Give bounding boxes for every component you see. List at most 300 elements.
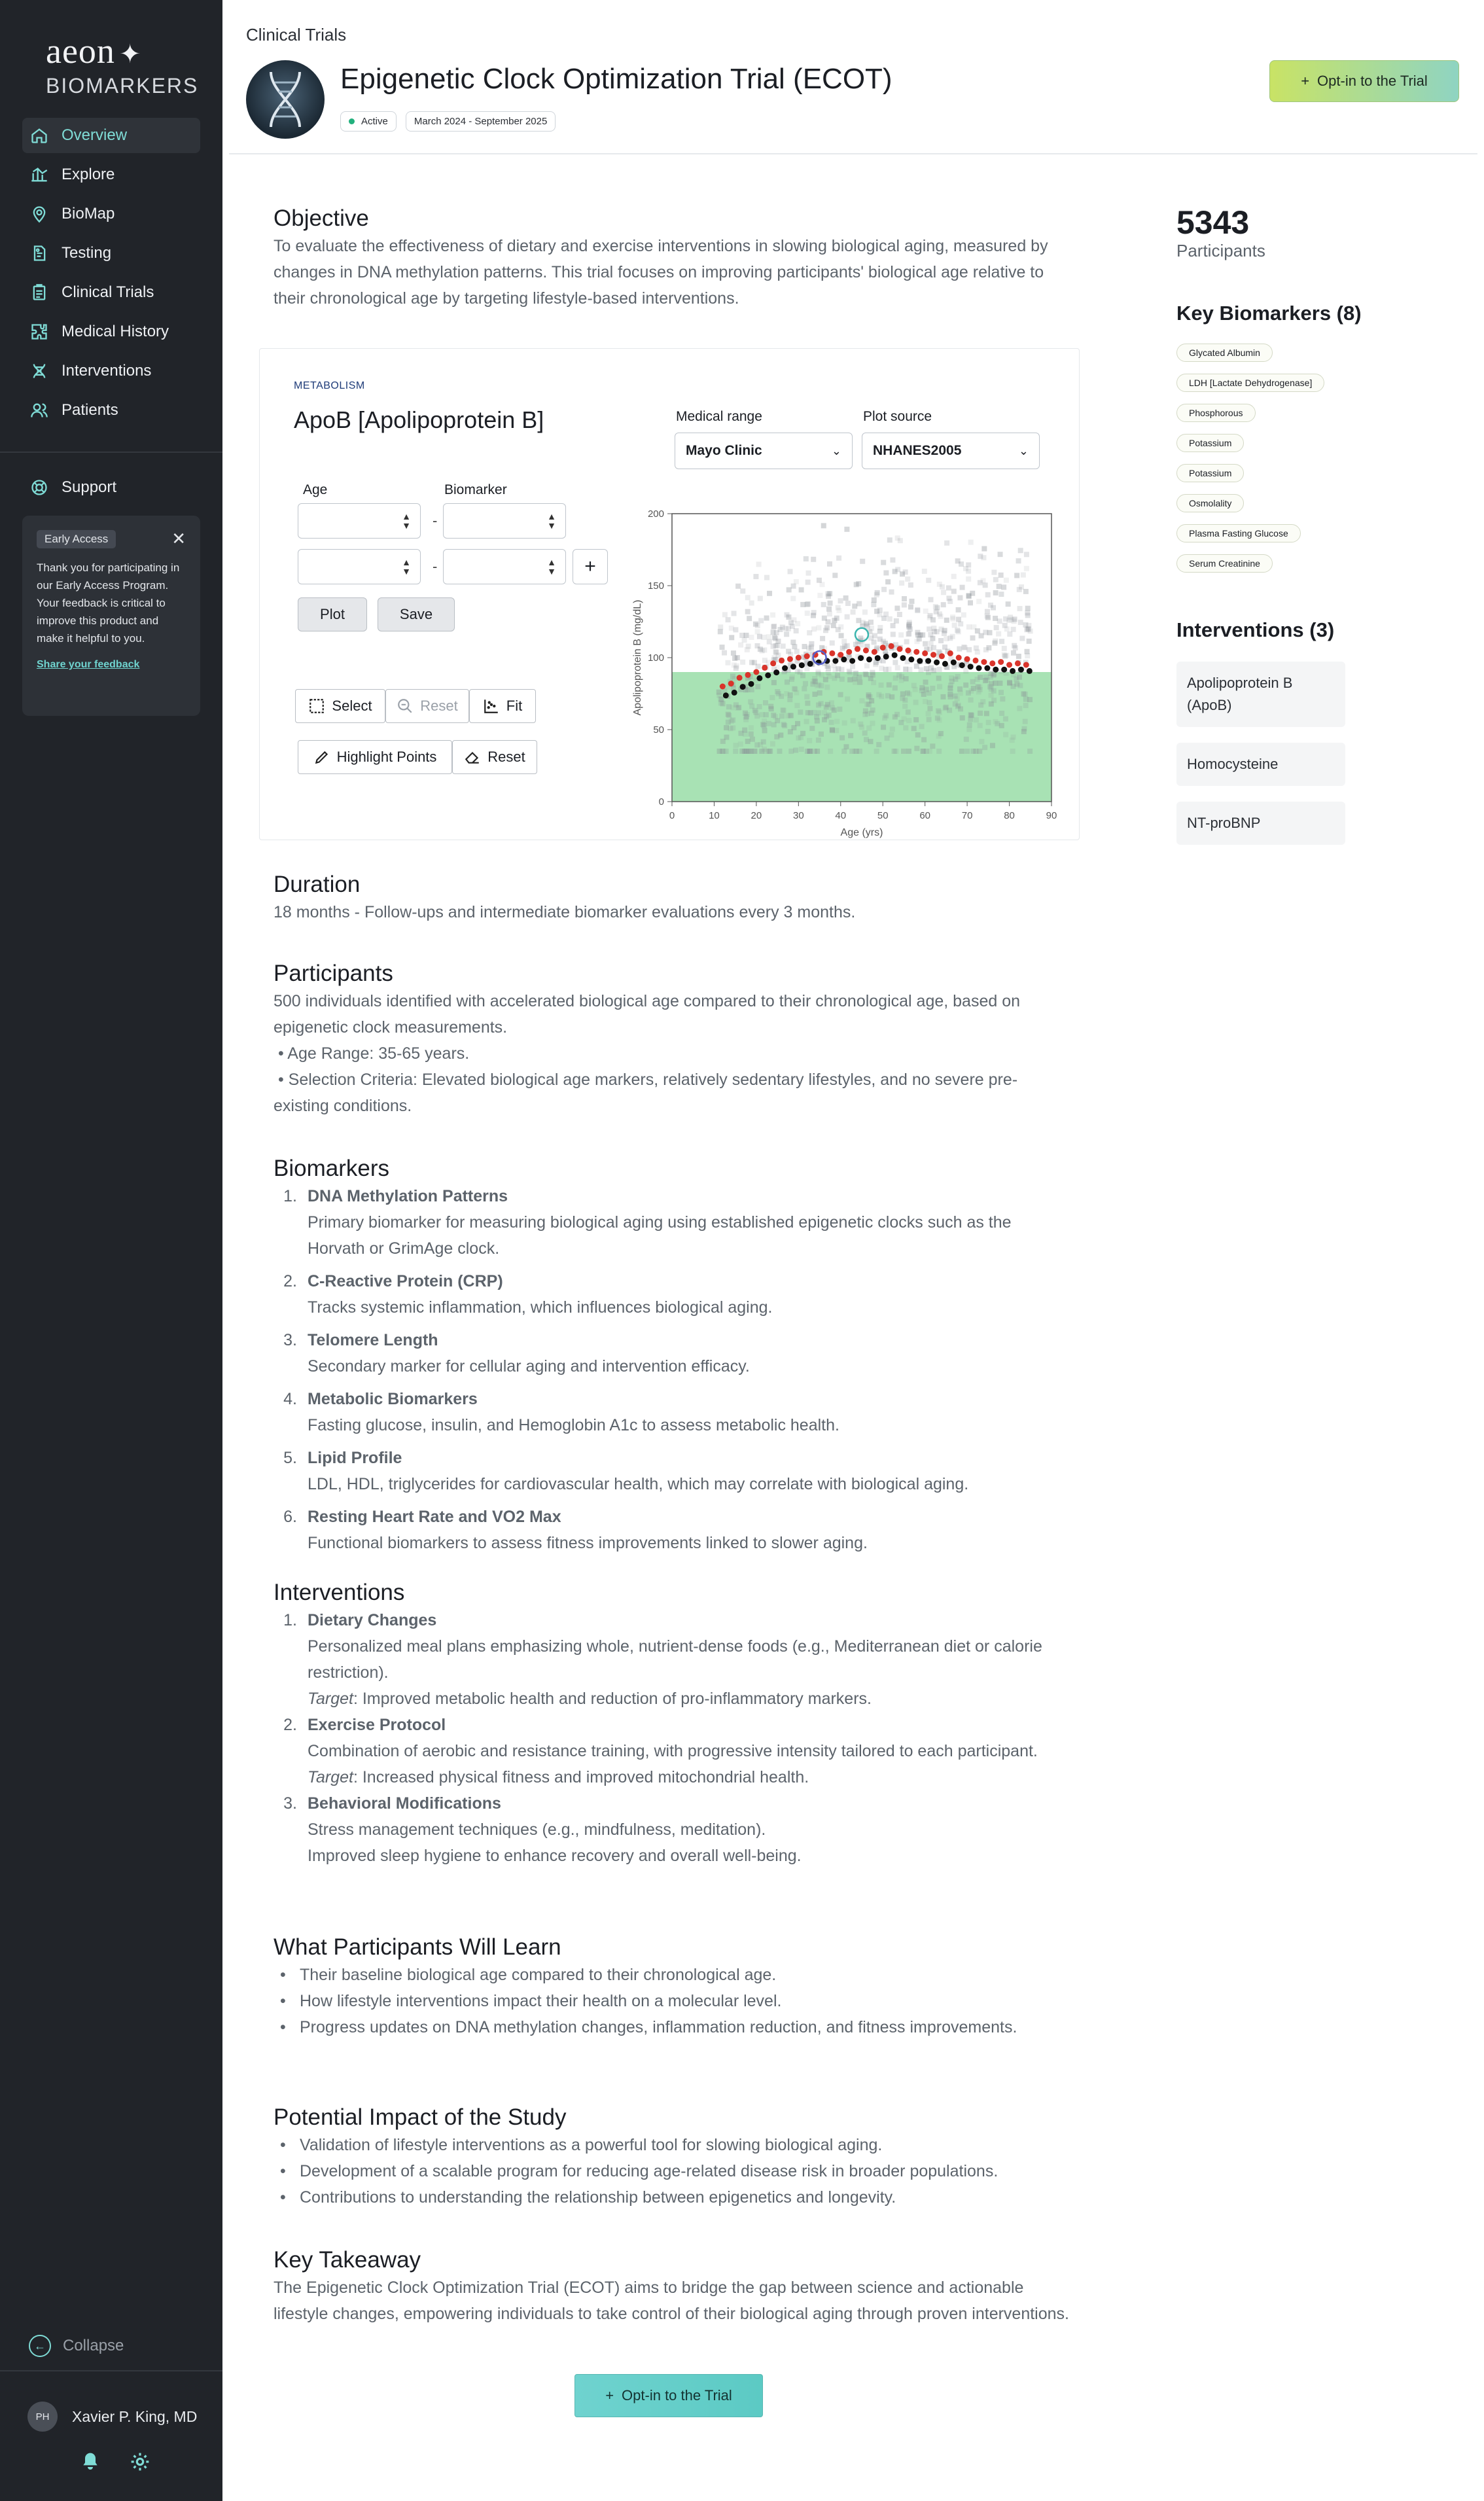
population-point — [923, 609, 928, 614]
reset-zoom-button[interactable] — [385, 689, 469, 723]
y-tick-label: 50 — [653, 724, 664, 736]
nav-item-interventions[interactable] — [22, 353, 200, 389]
series-point-median — [1010, 668, 1016, 674]
population-point — [1023, 719, 1028, 724]
list-number: 2. — [283, 1272, 297, 1290]
series-point-highlighted — [880, 645, 886, 650]
nav-label: Explore — [62, 166, 115, 183]
right-panel — [1176, 204, 1373, 860]
x-tick-label: 90 — [1046, 810, 1057, 821]
series-point-highlighted — [930, 652, 936, 658]
population-point — [871, 602, 876, 607]
population-point — [792, 644, 797, 649]
population-point — [732, 656, 737, 661]
population-point — [777, 749, 783, 754]
population-point — [749, 687, 754, 692]
population-point — [1006, 601, 1011, 607]
add-range-button[interactable]: + — [573, 549, 608, 584]
list-number: 1. — [283, 1187, 297, 1205]
objective-text: To evaluate the effectiveness of dietary and exercise interventions in slowing biological aging, measured by changes in DNA methylation patterns. This trial focuses on improving participants' biological age relative to their chronological age by targeting lifestyle-based interventions. — [274, 237, 1048, 308]
population-point — [957, 595, 963, 601]
population-point — [839, 736, 845, 741]
learn-section — [274, 1933, 1072, 2040]
population-point — [744, 633, 749, 638]
age-max-select[interactable] — [298, 549, 421, 584]
population-point — [722, 612, 728, 617]
early-access-badge: Early Access — [37, 530, 116, 548]
dna-icon — [30, 362, 48, 380]
population-point — [718, 629, 723, 634]
medical-range-dropdown[interactable] — [675, 433, 853, 469]
population-point — [799, 587, 804, 592]
biomarkers-list — [274, 1183, 1072, 1556]
list-item — [274, 1386, 1072, 1438]
population-point — [822, 717, 827, 722]
population-point — [970, 635, 976, 641]
population-point — [1003, 616, 1008, 622]
population-point — [820, 636, 825, 641]
clipboard-icon — [30, 283, 48, 302]
biomarker-title: ApoB [Apolipoprotein B] — [294, 406, 544, 433]
population-point — [923, 641, 928, 647]
series-point-highlighted — [1023, 662, 1029, 668]
population-point — [764, 712, 769, 717]
save-button[interactable]: Save — [378, 597, 455, 631]
list-item: • Selection Criteria: Elevated biological age markers, relatively sedentary lifestyles, and no severe pre-existing conditions. — [274, 1071, 1018, 1115]
biomarkers-section — [274, 1154, 1072, 1556]
nav-label: BioMap — [62, 205, 115, 222]
nav-item-clinical-trials[interactable] — [22, 275, 200, 310]
population-point — [816, 625, 821, 630]
population-point — [1024, 552, 1029, 557]
population-point — [946, 585, 951, 590]
population-point — [881, 639, 886, 644]
key-biomarkers-heading: Key Biomarkers (8) — [1176, 302, 1362, 325]
population-point — [999, 711, 1004, 716]
population-point — [758, 596, 763, 601]
population-point — [839, 677, 845, 682]
select-tool-button[interactable] — [295, 689, 385, 723]
population-point — [907, 692, 912, 697]
population-point — [898, 720, 904, 725]
series-point-highlighted — [720, 684, 726, 690]
duration-text: 18 months - Follow-ups and intermediate biomarker evaluations every 3 months. — [274, 903, 856, 921]
nav-label: Support — [62, 478, 117, 496]
population-point — [877, 612, 882, 617]
population-point — [928, 641, 934, 646]
intervention-card[interactable]: Apolipoprotein B (ApoB) — [1176, 662, 1345, 727]
population-point — [942, 631, 947, 636]
aeon-biomarkers-logo[interactable] — [46, 31, 199, 98]
series-point-highlighted — [855, 646, 860, 652]
population-point — [775, 689, 780, 694]
biomarker-label: Biomarker — [444, 482, 507, 497]
population-point — [936, 676, 942, 681]
population-point — [891, 631, 896, 637]
plot-button[interactable]: Plot — [298, 597, 367, 631]
population-point — [864, 701, 870, 707]
population-point — [805, 611, 810, 616]
population-point — [1001, 584, 1006, 590]
highlight-label: Highlight Points — [336, 749, 437, 765]
apob-scatter-chart[interactable] — [626, 480, 1058, 838]
bullet-text: Selection Criteria: Elevated biological age markers, relatively sedentary lifestyles, and no severe pre-existing conditions. — [274, 1071, 1018, 1115]
population-point — [829, 700, 834, 705]
population-point — [938, 614, 944, 619]
population-point — [928, 597, 934, 602]
population-point — [735, 584, 741, 589]
list-item: • Development of a scalable program for reducing age-related disease risk in broader populations. — [274, 2158, 1072, 2184]
population-point — [1019, 636, 1025, 641]
population-point — [865, 711, 870, 717]
intervention-card[interactable]: Homocysteine — [1176, 743, 1345, 786]
series-point-highlighted — [745, 672, 751, 678]
series-point-median — [773, 669, 779, 675]
biomarker-min-select[interactable] — [443, 503, 566, 539]
population-point — [804, 694, 809, 700]
population-point — [743, 711, 748, 716]
nav-item-testing[interactable] — [22, 236, 200, 271]
close-icon[interactable]: ✕ — [171, 529, 186, 548]
series-point-highlighted — [989, 660, 995, 666]
population-point — [976, 684, 981, 690]
series-point-highlighted — [863, 648, 869, 654]
list-desc: Fasting glucose, insulin, and Hemoglobin A1c to assess metabolic health. — [308, 1416, 839, 1434]
biomarker-chip[interactable]: Phosphorous — [1176, 404, 1256, 422]
main-nav — [22, 118, 200, 432]
population-point — [786, 587, 792, 592]
series-point-median — [841, 656, 847, 662]
population-point — [781, 708, 786, 713]
gear-icon[interactable] — [130, 2451, 150, 2472]
population-point — [964, 737, 969, 742]
population-point — [885, 736, 890, 741]
biomarker-chip[interactable]: Glycated Albumin — [1176, 344, 1273, 362]
nav-item-explore[interactable] — [22, 157, 200, 192]
population-point — [984, 711, 989, 716]
early-access-card — [22, 516, 200, 716]
sparkle-icon: ✦ — [118, 39, 142, 69]
population-point — [906, 749, 911, 754]
population-point — [845, 696, 850, 701]
series-point-median — [782, 665, 788, 671]
user-profile[interactable] — [27, 2402, 197, 2432]
population-point — [928, 665, 934, 671]
population-point — [874, 749, 879, 754]
population-point — [747, 616, 752, 621]
population-point — [938, 638, 944, 643]
series-point-median — [790, 664, 796, 669]
share-feedback-link[interactable]: Share your feedback — [37, 659, 140, 670]
nav-item-biomap[interactable] — [22, 196, 200, 232]
home-icon — [30, 126, 48, 145]
header-divider — [229, 153, 1477, 154]
population-point — [927, 717, 932, 722]
participants-count-label: Participants — [1176, 241, 1265, 260]
population-point — [826, 594, 831, 599]
population-point — [758, 742, 763, 747]
population-point — [745, 647, 750, 652]
nav-item-overview[interactable] — [22, 118, 200, 153]
highlight-points-button[interactable] — [298, 740, 452, 774]
population-point — [1011, 735, 1016, 740]
series-point-highlighted — [964, 656, 970, 662]
series-point-median — [1001, 667, 1007, 673]
population-point — [908, 626, 913, 631]
population-point — [749, 600, 754, 605]
x-tick-label: 40 — [835, 810, 847, 821]
population-point — [906, 718, 911, 723]
population-point — [718, 624, 723, 630]
population-point — [1017, 606, 1023, 611]
population-point — [1025, 626, 1031, 631]
population-point — [762, 658, 768, 663]
list-item: • How lifestyle interventions impact their health on a molecular level. — [274, 1988, 1072, 2014]
range-dash: - — [433, 512, 438, 529]
interventions-panel-heading: Interventions (3) — [1176, 618, 1335, 641]
population-point — [782, 723, 787, 728]
series-point-median — [1018, 667, 1024, 673]
population-point — [753, 622, 758, 627]
population-point — [1014, 681, 1019, 686]
series-point-median — [756, 675, 762, 681]
population-point — [921, 692, 927, 697]
list-desc: LDL, HDL, triglycerides for cardiovascular health, which may correlate with biological aging. — [308, 1475, 969, 1493]
biomarker-chip[interactable]: Plasma Fasting Glucose — [1176, 524, 1301, 542]
nav-item-medical-history[interactable] — [22, 314, 200, 349]
y-tick-label: 200 — [647, 508, 664, 520]
y-tick-label: 0 — [658, 796, 664, 807]
bullet-text: Their baseline biological age compared to their chronological age. — [300, 1966, 777, 1984]
population-point — [853, 671, 858, 676]
population-point — [764, 615, 769, 620]
list-title: Behavioral Modifications — [308, 1794, 501, 1813]
population-point — [876, 692, 881, 698]
participants-bullets — [274, 1040, 1072, 1119]
population-point — [970, 591, 975, 596]
population-point — [859, 698, 864, 703]
population-point — [894, 618, 899, 624]
list-desc: Stress management techniques (e.g., mindfulness, meditation). — [308, 1820, 766, 1839]
population-point — [979, 633, 984, 639]
population-point — [762, 728, 768, 733]
series-point-median — [942, 661, 948, 667]
population-point — [973, 749, 978, 754]
biomarker-max-select[interactable] — [443, 549, 566, 584]
population-point — [866, 726, 872, 731]
population-point — [936, 749, 942, 754]
fit-button[interactable] — [469, 689, 536, 723]
population-point — [985, 592, 991, 597]
biomarker-chip[interactable]: Potassium — [1176, 434, 1244, 452]
nav-item-patients[interactable] — [22, 393, 200, 428]
population-point — [1003, 732, 1008, 737]
population-point — [766, 634, 771, 639]
population-point — [890, 558, 895, 563]
age-min-select[interactable] — [298, 503, 421, 539]
population-point — [864, 663, 870, 668]
collapse-button[interactable] — [29, 2335, 124, 2357]
y-axis-label: Apolipoprotein B (mg/dL) — [632, 599, 643, 716]
population-point — [876, 742, 881, 747]
population-point — [733, 743, 738, 748]
population-point — [941, 602, 946, 607]
series-point-median — [732, 690, 737, 696]
population-point — [740, 588, 745, 594]
population-point — [805, 749, 810, 754]
population-point — [774, 734, 779, 739]
population-point — [840, 646, 845, 651]
status-text: Active — [361, 116, 388, 127]
population-point — [926, 711, 931, 717]
list-item: • Age Range: 35-65 years. — [274, 1044, 470, 1063]
dna-helix-icon — [246, 60, 325, 139]
population-point — [767, 639, 772, 645]
population-point — [887, 616, 892, 622]
bell-icon[interactable] — [80, 2451, 101, 2472]
population-point — [885, 693, 891, 698]
population-point — [742, 637, 747, 643]
population-point — [830, 705, 835, 711]
biomarker-chip[interactable]: Serum Creatinine — [1176, 554, 1273, 573]
opt-in-button[interactable] — [1269, 60, 1459, 102]
population-point — [915, 608, 920, 613]
population-point — [956, 629, 961, 634]
population-point — [806, 571, 811, 576]
population-point — [781, 643, 786, 648]
arrow-left-icon: ← — [29, 2335, 51, 2357]
population-point — [769, 695, 775, 700]
population-point — [890, 726, 895, 732]
main-content — [222, 0, 1484, 2501]
opt-in-bottom-button[interactable] — [574, 2374, 763, 2417]
page-title: Epigenetic Clock Optimization Trial (ECOT) — [340, 63, 892, 95]
population-point — [811, 610, 817, 615]
biomarker-chip[interactable]: Osmolality — [1176, 494, 1244, 512]
population-point — [791, 584, 796, 589]
population-point — [791, 725, 796, 730]
population-point — [1016, 654, 1021, 659]
population-point — [987, 630, 993, 635]
impact-section — [274, 2103, 1072, 2210]
population-point — [854, 582, 859, 587]
biomarker-chip[interactable]: Potassium — [1176, 464, 1244, 482]
bullet-text: Contributions to understanding the relationship between epigenetics and longevity. — [300, 2188, 896, 2207]
population-point — [1025, 649, 1030, 654]
population-point — [730, 705, 735, 710]
pen-icon — [313, 749, 330, 766]
population-point — [838, 624, 843, 630]
population-point — [895, 665, 900, 670]
population-point — [826, 619, 831, 624]
population-point — [879, 683, 884, 688]
series-point-highlighted — [905, 648, 911, 654]
objective-heading: Objective — [274, 205, 369, 231]
population-point — [811, 626, 817, 631]
population-point — [942, 645, 947, 650]
population-point — [877, 629, 883, 634]
population-point — [809, 726, 815, 731]
interventions-list — [274, 1607, 1072, 1869]
population-point — [864, 672, 869, 677]
population-point — [983, 582, 988, 588]
population-point — [775, 665, 780, 670]
series-point-median — [951, 660, 957, 665]
reset-highlight-label: Reset — [487, 749, 525, 765]
population-point — [1010, 749, 1016, 754]
population-point — [963, 683, 968, 688]
population-point — [1016, 558, 1021, 563]
interventions-section — [274, 1578, 1072, 1869]
population-point — [970, 679, 976, 684]
population-point — [1002, 653, 1008, 658]
population-point — [735, 705, 741, 711]
biomarker-chip[interactable]: LDH [Lactate Dehydrogenase] — [1176, 374, 1324, 392]
population-point — [885, 579, 891, 584]
population-point — [944, 618, 949, 623]
reset-highlight-button[interactable] — [452, 740, 537, 774]
population-point — [821, 523, 826, 528]
population-point — [816, 710, 821, 715]
population-point — [915, 732, 921, 737]
population-point — [919, 724, 925, 729]
population-point — [738, 643, 743, 648]
population-point — [743, 717, 749, 722]
population-point — [960, 715, 965, 720]
population-point — [772, 635, 777, 640]
x-tick-label: 10 — [709, 810, 720, 821]
population-point — [921, 749, 926, 754]
list-desc: Personalized meal plans emphasizing whole, nutrient-dense foods (e.g., Mediterranean diet or calorie restriction). — [308, 1637, 1042, 1682]
population-point — [902, 602, 907, 607]
population-point — [758, 618, 764, 623]
population-point — [798, 709, 803, 715]
population-point — [1007, 680, 1012, 685]
participants-section — [274, 959, 1072, 1119]
population-point — [790, 675, 795, 680]
intervention-card[interactable]: NT-proBNP — [1176, 802, 1345, 845]
list-item: • Contributions to understanding the relationship between epigenetics and longevity. — [274, 2184, 1072, 2210]
x-tick-label: 0 — [669, 810, 675, 821]
population-point — [800, 673, 805, 678]
population-point — [941, 590, 946, 595]
population-point — [978, 711, 983, 716]
population-point — [832, 573, 838, 578]
logo-wordmark: aeon — [46, 31, 115, 71]
population-point — [896, 673, 902, 678]
population-point — [757, 634, 762, 639]
breadcrumb[interactable]: Clinical Trials — [246, 25, 347, 44]
population-point — [947, 694, 953, 700]
series-point-median — [959, 662, 965, 668]
population-point — [996, 631, 1001, 637]
nav-item-support[interactable] — [22, 470, 200, 505]
population-point — [768, 704, 773, 709]
population-point — [824, 684, 830, 690]
population-point — [870, 670, 875, 675]
y-tick-label: 150 — [647, 580, 664, 592]
population-point — [770, 741, 775, 747]
bullet-text: Progress updates on DNA methylation changes, inflammation reduction, and fitness improvements. — [300, 2018, 1017, 2036]
population-point — [785, 713, 790, 718]
plot-source-dropdown[interactable] — [862, 433, 1040, 469]
population-point — [730, 717, 735, 722]
population-point — [1023, 692, 1028, 697]
key-biomarkers-panel — [1176, 302, 1373, 584]
population-point — [993, 590, 998, 595]
population-point — [1007, 631, 1012, 637]
population-point — [1018, 620, 1023, 625]
